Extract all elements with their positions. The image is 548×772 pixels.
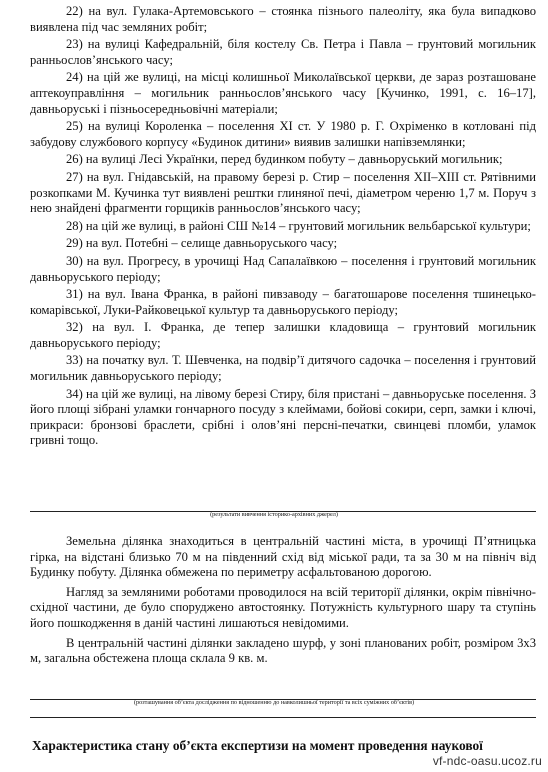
list-item: 31) на вул. Івана Франка, в районі пивзаводу – багатошарове поселення тшинецько-комарівської, Луки-Райковецької культур та давньоруського періоду; [30, 287, 536, 317]
list-item: 30) на вул. Прогресу, в урочищі Над Сапалаївкою – поселення і грунтовий могильник давньоруського періоду; [30, 253, 536, 284]
list-item: 33) на початку вул. Т. Шевченка, на подвір’ї дитячого садочка – поселення і грунтовий могильник давньоруського періоду; [30, 353, 536, 384]
site-description [30, 534, 536, 671]
list-item: 26) на вулиці Лесі Українки, перед будинком побуту – давньоруський могильник; [66, 152, 503, 167]
paragraph: Нагляд за земляними роботами проводилося на всій території ділянки, окрім північно-східної частини, де було споруджено автостоянку. Потужність культурного шару та ступінь його пошкодження в даній частині лишаються невідомими. [30, 584, 536, 630]
section-heading: Характеристика стану об’єкта експертизи на момент проведення наукової [32, 738, 483, 753]
watermark: vf-ndc-oasu.ucoz.ru [432, 754, 542, 768]
list-item: 23) на вулиці Кафедральній, біля костелу Св. Петра і Павла – грунтовий могильник ранньослов’янського часу; [30, 37, 536, 67]
paragraph: Земельна ділянка знаходиться в центральній частині міста, в урочищі П’ятницька гірка, на відстані близько 70 м на південний схід від міської ради, та за 30 м на північ від Будинку побуту. Ділянка обмежена по периметру асфальтованою дорогою. [30, 534, 536, 580]
paragraph: В центральній частині ділянки закладено шурф, у зоні планованих робіт, розміром 3х3 м, загальна обстежена площа склала 9 кв. м. [30, 635, 536, 666]
list-item: 25) на вулиці Короленка – поселення XI ст. У 1980 р. Г. Охріменко в котловані під забудову службового корпусу «Будинок дитини» виявив залишки напівземлянки; [30, 119, 536, 149]
monument-list [30, 4, 536, 451]
list-item: 34) на цій же вулиці, на лівому березі Стиру, біля пристані – давньоруське поселення. З його площі зібрані уламки гончарного посуду з клеймами, бойові сокири, серп, замки і ключі, прикраси: бронзові браслети, срібні і олов’яні персні-печатки, свинцеві пломби, уламок гривні тощо. [30, 386, 536, 448]
list-item: 24) на цій же вулиці, на місці колишньої Миколаївської церкви, де зараз розташоване аптекоуправління – могильник ранньослов’янського часу [Кучинко, 1991, с. 16–17], давньоруські і пізньосередньовічні матеріали; [30, 70, 536, 116]
list-item: 22) на вул. Гулака-Артемовського – стоянка пізнього палеоліту, яка була випадково виявлена під час земляних робіт; [30, 4, 536, 34]
list-item: 27) на вул. Гнідавській, на правому березі р. Стир – поселення XII–XIII ст. Рятівними розкопками М. Кучинка тут виявлені рештки глиняної печі, діаметром череню 1,7 м. Поруч з нею знайдені фрагменти горщиків ранньослов’янського часу; [30, 169, 536, 216]
list-item: 32) на вул. І. Франка, де тепер залишки кладовища – грунтовий могильник давньоруського періоду; [30, 320, 536, 350]
list-item: 29) на вул. Потебні – селище давньоруського часу; [66, 236, 338, 251]
list-item: 28) на цій же вулиці, в районі СШ №14 – грунтовий могильник вельбарської культури; [66, 218, 531, 233]
form-caption-sources: (результати вивчення історико-архівних джерел) [210, 511, 338, 518]
form-caption-location: (розташування об’єкта дослідження по відношенню до навколишньої території та всіх суміжних об’єктів) [133, 699, 415, 706]
divider-line [30, 717, 536, 718]
